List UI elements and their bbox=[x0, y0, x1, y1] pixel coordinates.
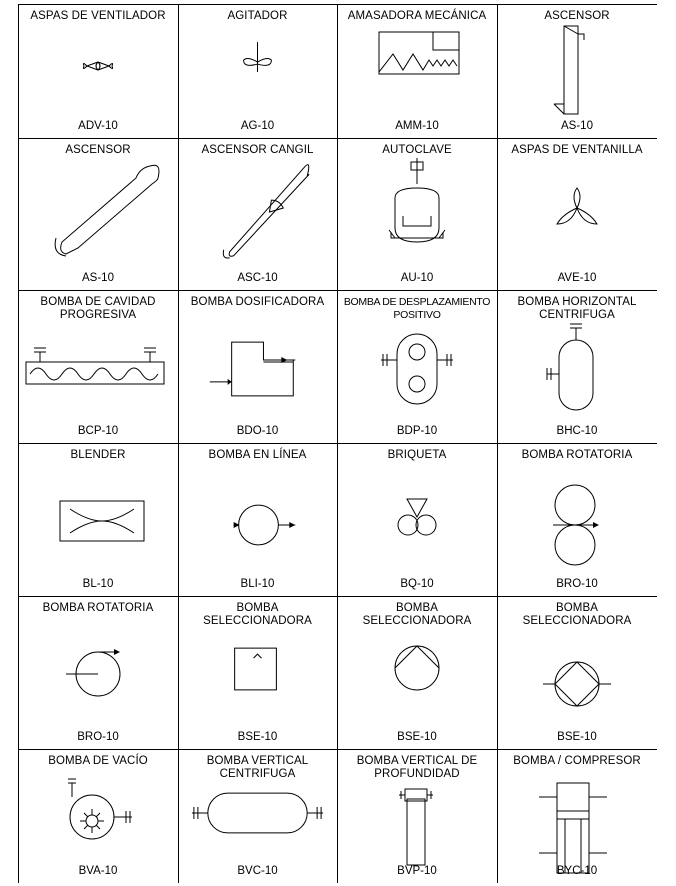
symbol-title: BOMBA DE CAVIDAD PROGRESIVA bbox=[40, 296, 156, 321]
symbol-code: AS-10 bbox=[561, 120, 593, 132]
symbol-cell bbox=[18, 290, 178, 443]
dosing-pump-icon bbox=[178, 290, 337, 443]
symbol-legend-table bbox=[18, 4, 657, 883]
symbol-title: BOMBA ROTATORIA bbox=[42, 602, 154, 614]
symbol-cell bbox=[18, 138, 178, 290]
symbol-title: BOMBA DOSIFICADORA bbox=[190, 296, 325, 308]
symbol-code: BCP-10 bbox=[77, 425, 119, 437]
autoclave-icon bbox=[337, 138, 497, 290]
symbol-title: BLENDER bbox=[70, 449, 126, 461]
symbol-title: BOMBA DE DESPLAZAMIENTO POSITIVO bbox=[343, 296, 491, 321]
symbol-title: AUTOCLAVE bbox=[382, 144, 452, 156]
symbol-code: BYC-10 bbox=[556, 865, 598, 877]
symbol-cell bbox=[497, 4, 657, 138]
symbol-cell bbox=[497, 138, 657, 290]
symbol-title: ASPAS DE VENTILADOR bbox=[30, 10, 166, 22]
symbol-title: AMASADORA MECÁNICA bbox=[347, 10, 487, 22]
symbol-title: BOMBA / COMPRESOR bbox=[513, 755, 641, 767]
symbol-title: BOMBA VERTICAL DE PROFUNDIDAD bbox=[356, 755, 478, 780]
symbol-title: ASCENSOR bbox=[544, 10, 610, 22]
symbol-title: ASCENSOR CANGIL bbox=[201, 144, 314, 156]
symbol-title: BOMBA EN LÍNEA bbox=[208, 449, 307, 461]
symbol-cell bbox=[18, 443, 178, 596]
symbol-code: BLI-10 bbox=[240, 578, 275, 590]
symbol-title: ASCENSOR bbox=[65, 144, 131, 156]
symbol-code: AMM-10 bbox=[395, 120, 439, 132]
symbol-title: AGITADOR bbox=[227, 10, 288, 22]
symbol-cell bbox=[178, 749, 337, 883]
inline-pump-icon bbox=[178, 443, 337, 596]
symbol-code: BRO-10 bbox=[556, 578, 598, 590]
symbol-code: ASC-10 bbox=[237, 272, 278, 284]
symbol-code: BL-10 bbox=[82, 578, 114, 590]
symbol-cell bbox=[178, 138, 337, 290]
agitator-icon bbox=[178, 4, 337, 138]
symbol-cell bbox=[18, 4, 178, 138]
symbol-code: BDO-10 bbox=[236, 425, 279, 437]
symbol-cell bbox=[497, 290, 657, 443]
symbol-code: BSE-10 bbox=[397, 731, 437, 743]
fan-blades-icon bbox=[18, 4, 178, 138]
symbol-cell bbox=[178, 596, 337, 749]
propeller-blades-icon bbox=[497, 138, 657, 290]
symbol-cell bbox=[337, 443, 497, 596]
mechanical-kneader-icon bbox=[337, 4, 497, 138]
symbol-code: AG-10 bbox=[240, 120, 275, 132]
symbol-cell bbox=[337, 138, 497, 290]
pump-compressor-icon bbox=[497, 749, 657, 883]
symbol-code: AS-10 bbox=[82, 272, 114, 284]
symbol-cell bbox=[497, 443, 657, 596]
symbol-cell bbox=[18, 749, 178, 883]
symbol-code: BVA-10 bbox=[78, 865, 118, 877]
symbol-title: BOMBA SELECCIONADORA bbox=[362, 602, 472, 627]
symbol-code: ADV-10 bbox=[78, 120, 118, 132]
symbol-title: BOMBA SELECCIONADORA bbox=[203, 602, 312, 627]
rotary-pump-twin-icon bbox=[497, 443, 657, 596]
symbol-cell bbox=[178, 4, 337, 138]
symbol-code: AU-10 bbox=[400, 272, 434, 284]
symbol-title: BOMBA SELECCIONADORA bbox=[522, 602, 632, 627]
rotary-pump-icon bbox=[18, 596, 178, 749]
symbol-cell bbox=[497, 596, 657, 749]
symbol-code: BDP-10 bbox=[396, 425, 438, 437]
symbol-title: BOMBA DE VACÍO bbox=[48, 755, 148, 767]
symbol-cell bbox=[178, 290, 337, 443]
symbol-cell bbox=[337, 596, 497, 749]
vacuum-pump-icon bbox=[18, 749, 178, 883]
symbol-code: AVE-10 bbox=[557, 272, 597, 284]
symbol-cell bbox=[337, 4, 497, 138]
bucket-elevator-icon bbox=[178, 138, 337, 290]
symbol-code: BSE-10 bbox=[557, 731, 597, 743]
symbol-title: BOMBA VERTICAL CENTRIFUGA bbox=[206, 755, 309, 780]
symbol-code: BSE-10 bbox=[237, 731, 278, 743]
symbol-code: BRO-10 bbox=[77, 731, 119, 743]
symbol-code: BVC-10 bbox=[237, 865, 278, 877]
symbol-title: BOMBA HORIZONTAL CENTRIFUGA bbox=[517, 296, 637, 321]
symbol-title: BOMBA ROTATORIA bbox=[521, 449, 633, 461]
symbol-title: BRIQUETA bbox=[387, 449, 447, 461]
symbol-code: BQ-10 bbox=[400, 578, 434, 590]
elevator-icon bbox=[497, 4, 657, 138]
symbol-cell bbox=[18, 596, 178, 749]
blender-icon bbox=[18, 443, 178, 596]
symbol-cell bbox=[337, 749, 497, 883]
symbol-cell bbox=[497, 749, 657, 883]
symbol-code: BVP-10 bbox=[397, 865, 437, 877]
symbol-cell bbox=[337, 290, 497, 443]
symbol-title: ASPAS DE VENTANILLA bbox=[511, 144, 643, 156]
briquette-press-icon bbox=[337, 443, 497, 596]
symbol-cell bbox=[178, 443, 337, 596]
symbol-code: BHC-10 bbox=[556, 425, 598, 437]
inclined-elevator-icon bbox=[18, 138, 178, 290]
